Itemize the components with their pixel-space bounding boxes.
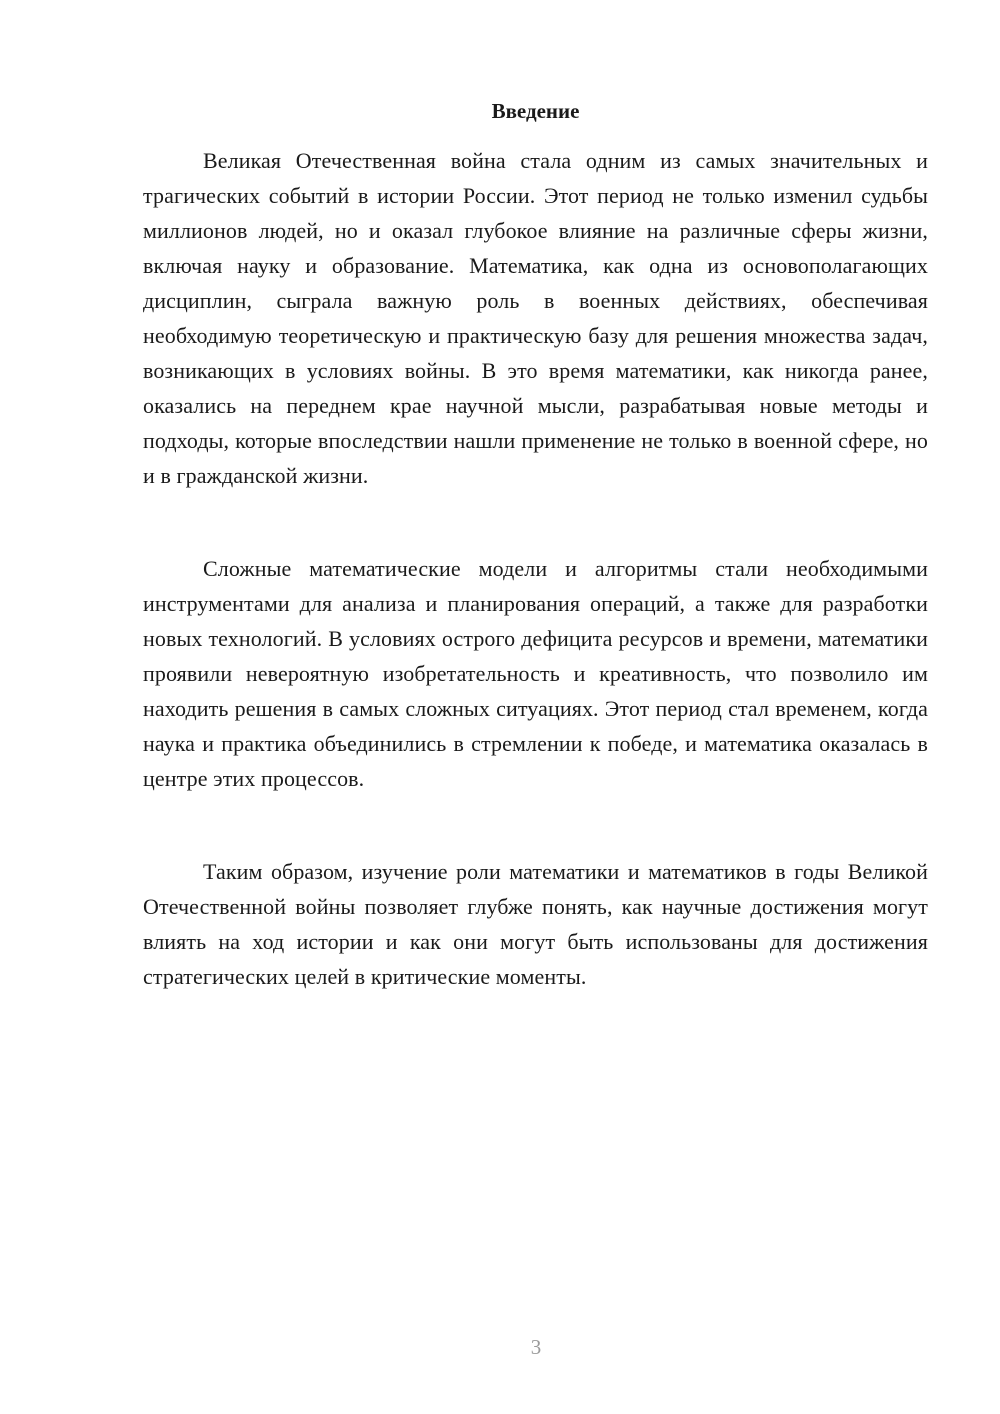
paragraph-models: Сложные математические модели и алгоритмы стали необходимыми инструментами для анализа и планирования операций, а также для разработки новых технологий. В условиях острого дефицита ресурсов и времени, математики проявили невероятную изобретательность и креативность, что позволило им находить решения в самых сложных ситуациях. Этот период стал временем, когда наука и практика объединились в стремлении к победе, и математика оказалась в центре этих процессов. <box>143 556 928 791</box>
paragraph-intro: Великая Отечественная война стала одним из самых значительных и трагических событий в истории России. Этот период не только изменил судьбы миллионов людей, но и оказал глубокое влияние на различные сферы жизни, включая науку и образование. Математика, как одна из основополагающих дисциплин, сыграла важную роль в военных действиях, обеспечивая необходимую теоретическую и практическую базу для решения множества задач, возникающих в условиях войны. В это время математики, как никогда ранее, оказались на переднем крае научной мысли, разрабатывая новые методы и подходы, которые впоследствии нашли применение не только в военной сфере, но и в гражданской жизни. <box>143 148 928 488</box>
page-title: Введение <box>491 99 580 123</box>
page-number: 3 <box>530 1335 542 1359</box>
paragraph-conclusion: Таким образом, изучение роли математики и математиков в годы Великой Отечественной войны позволяет глубже понять, как научные достижения могут влиять на ход истории и как они могут быть использованы для достижения стратегических целей в критические моменты. <box>143 859 928 989</box>
